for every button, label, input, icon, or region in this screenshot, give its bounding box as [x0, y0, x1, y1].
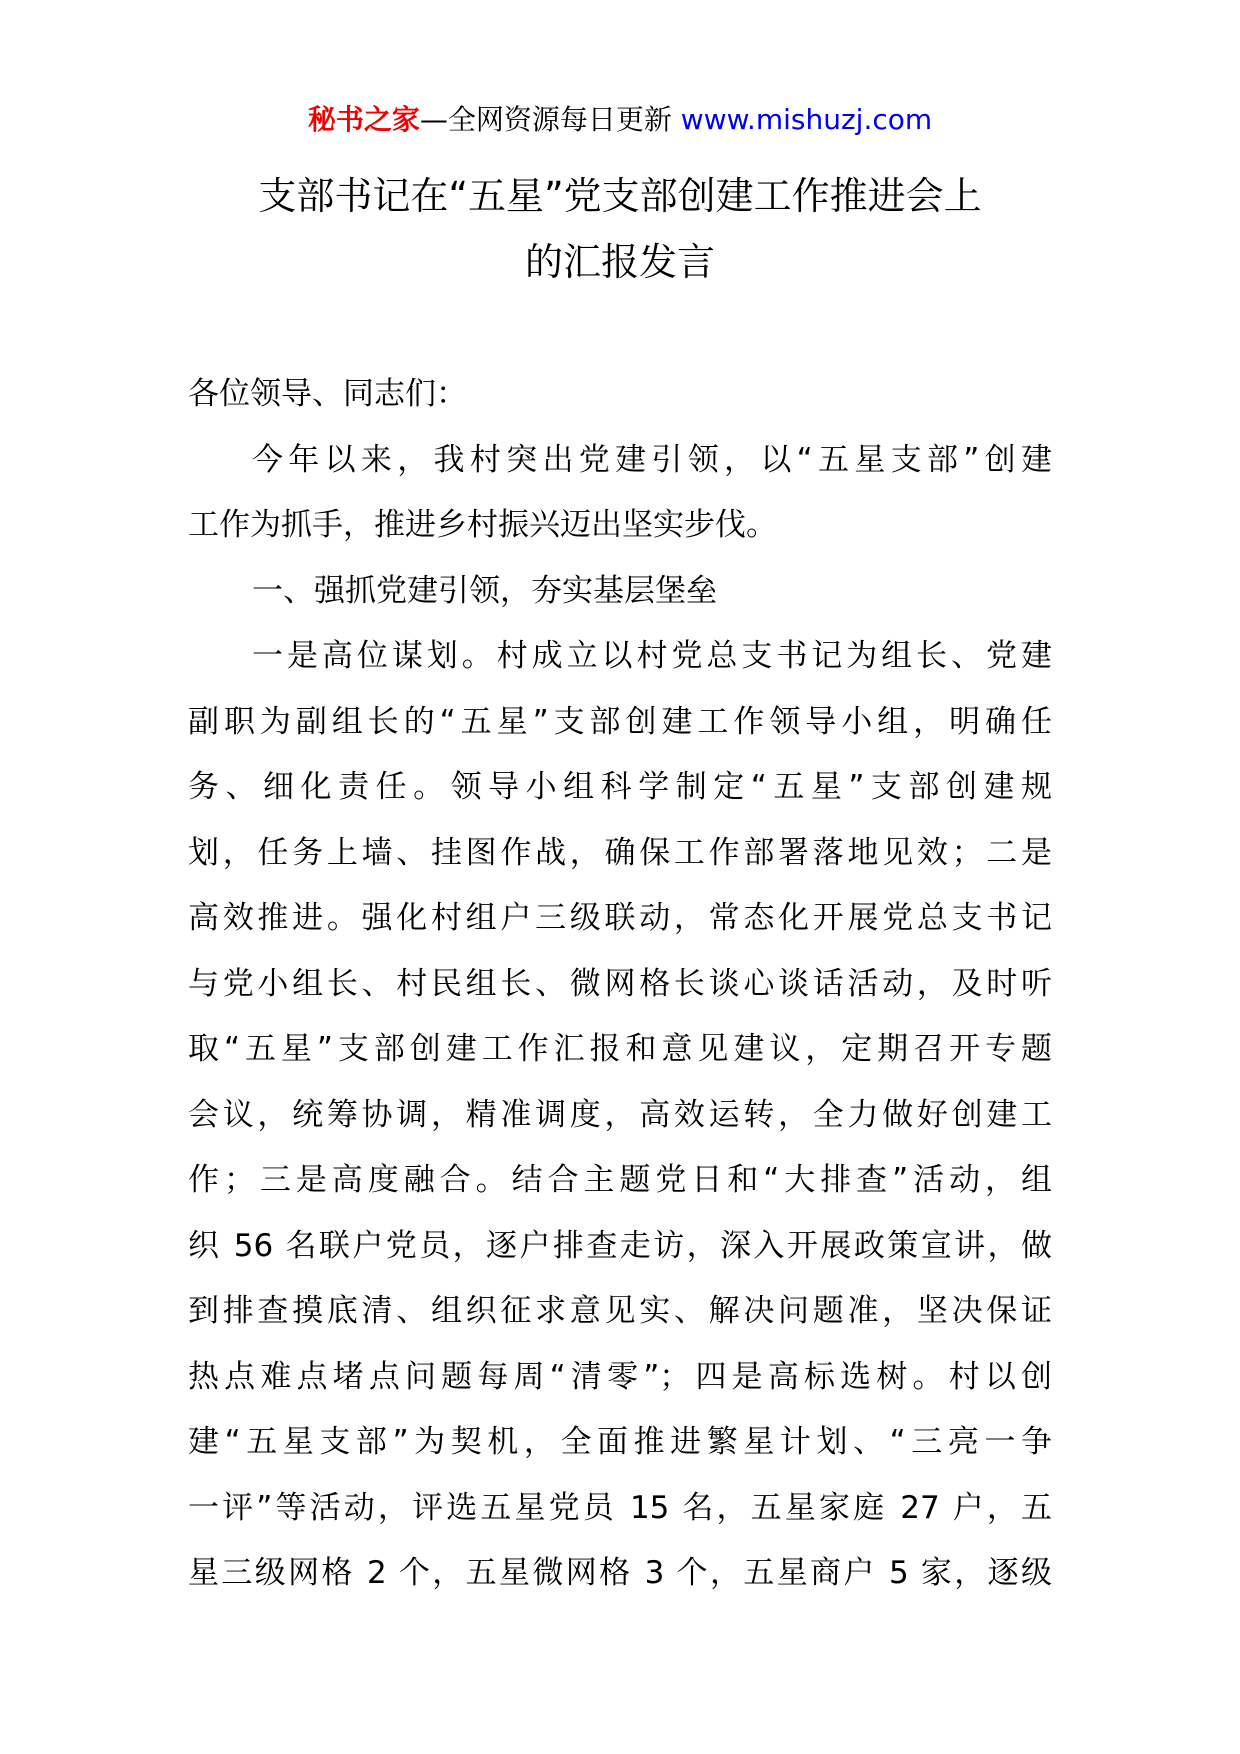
body-line: 一评”等活动，评选五星党员 15 名，五星家庭 27 户，五	[188, 1489, 1052, 1526]
site-url[interactable]: www.mishuzj.com	[680, 103, 933, 136]
body-line: 织 56 名联户党员，逐户排查走访，深入开展政策宣讲，做	[188, 1227, 1052, 1264]
body-line: 到排查摸底清、组织征求意见实、解决问题准，坚决保证	[188, 1293, 1052, 1329]
body-line: 划，任务上墙、挂图作战，确保工作部署落地见效；二是	[188, 834, 1052, 871]
body-line: 星三级网格 2 个，五星微网格 3 个，五星商户 5 家，逐级	[188, 1555, 1052, 1591]
body-line: 高效推进。强化村组户三级联动，常态化开展党总支书记	[188, 900, 1052, 936]
site-brand: 秘书之家	[307, 103, 420, 136]
body-line: 作；三是高度融合。结合主题党日和“大排查”活动，组	[188, 1162, 1052, 1198]
title-line-1: 支部书记在“五星”党支部创建工作推进会上	[258, 174, 982, 218]
site-slogan: —全网资源每日更新	[419, 103, 672, 136]
body-line: 今年以来，我村突出党建引领，以“五星支部”创建	[252, 441, 1052, 478]
title-line-2: 的汇报发言	[524, 240, 715, 284]
body-line: 与党小组长、村民组长、微网格长谈心谈话活动，及时听	[188, 965, 1052, 1002]
body-line: 一是高位谋划。村成立以村党总支书记为组长、党建	[252, 638, 1052, 674]
body-line: 建“五星支部”为契机，全面推进繁星计划、“三亮一争	[188, 1424, 1052, 1460]
body-line: 取“五星”支部创建工作汇报和意见建议，定期召开专题	[188, 1031, 1052, 1067]
document-body	[188, 362, 1052, 1607]
body-line: 会议，统筹协调，精准调度，高效运转，全力做好创建工	[188, 1096, 1052, 1133]
body-line: 副职为副组长的“五星”支部创建工作领导小组，明确任	[188, 703, 1052, 740]
body-line: 热点难点堵点问题每周“清零”；四是高标选树。村以创	[188, 1358, 1052, 1395]
document-title	[188, 163, 1052, 295]
body-line: 务、细化责任。领导小组科学制定“五星”支部创建规	[188, 769, 1052, 805]
body-line: 工作为抓手，推进乡村振兴迈出坚实步伐。	[188, 507, 777, 543]
section-heading: 一、强抓党建引领，夯实基层堡垒	[252, 572, 717, 609]
salutation: 各位领导、同志们：	[188, 376, 467, 412]
site-header	[0, 100, 1240, 140]
